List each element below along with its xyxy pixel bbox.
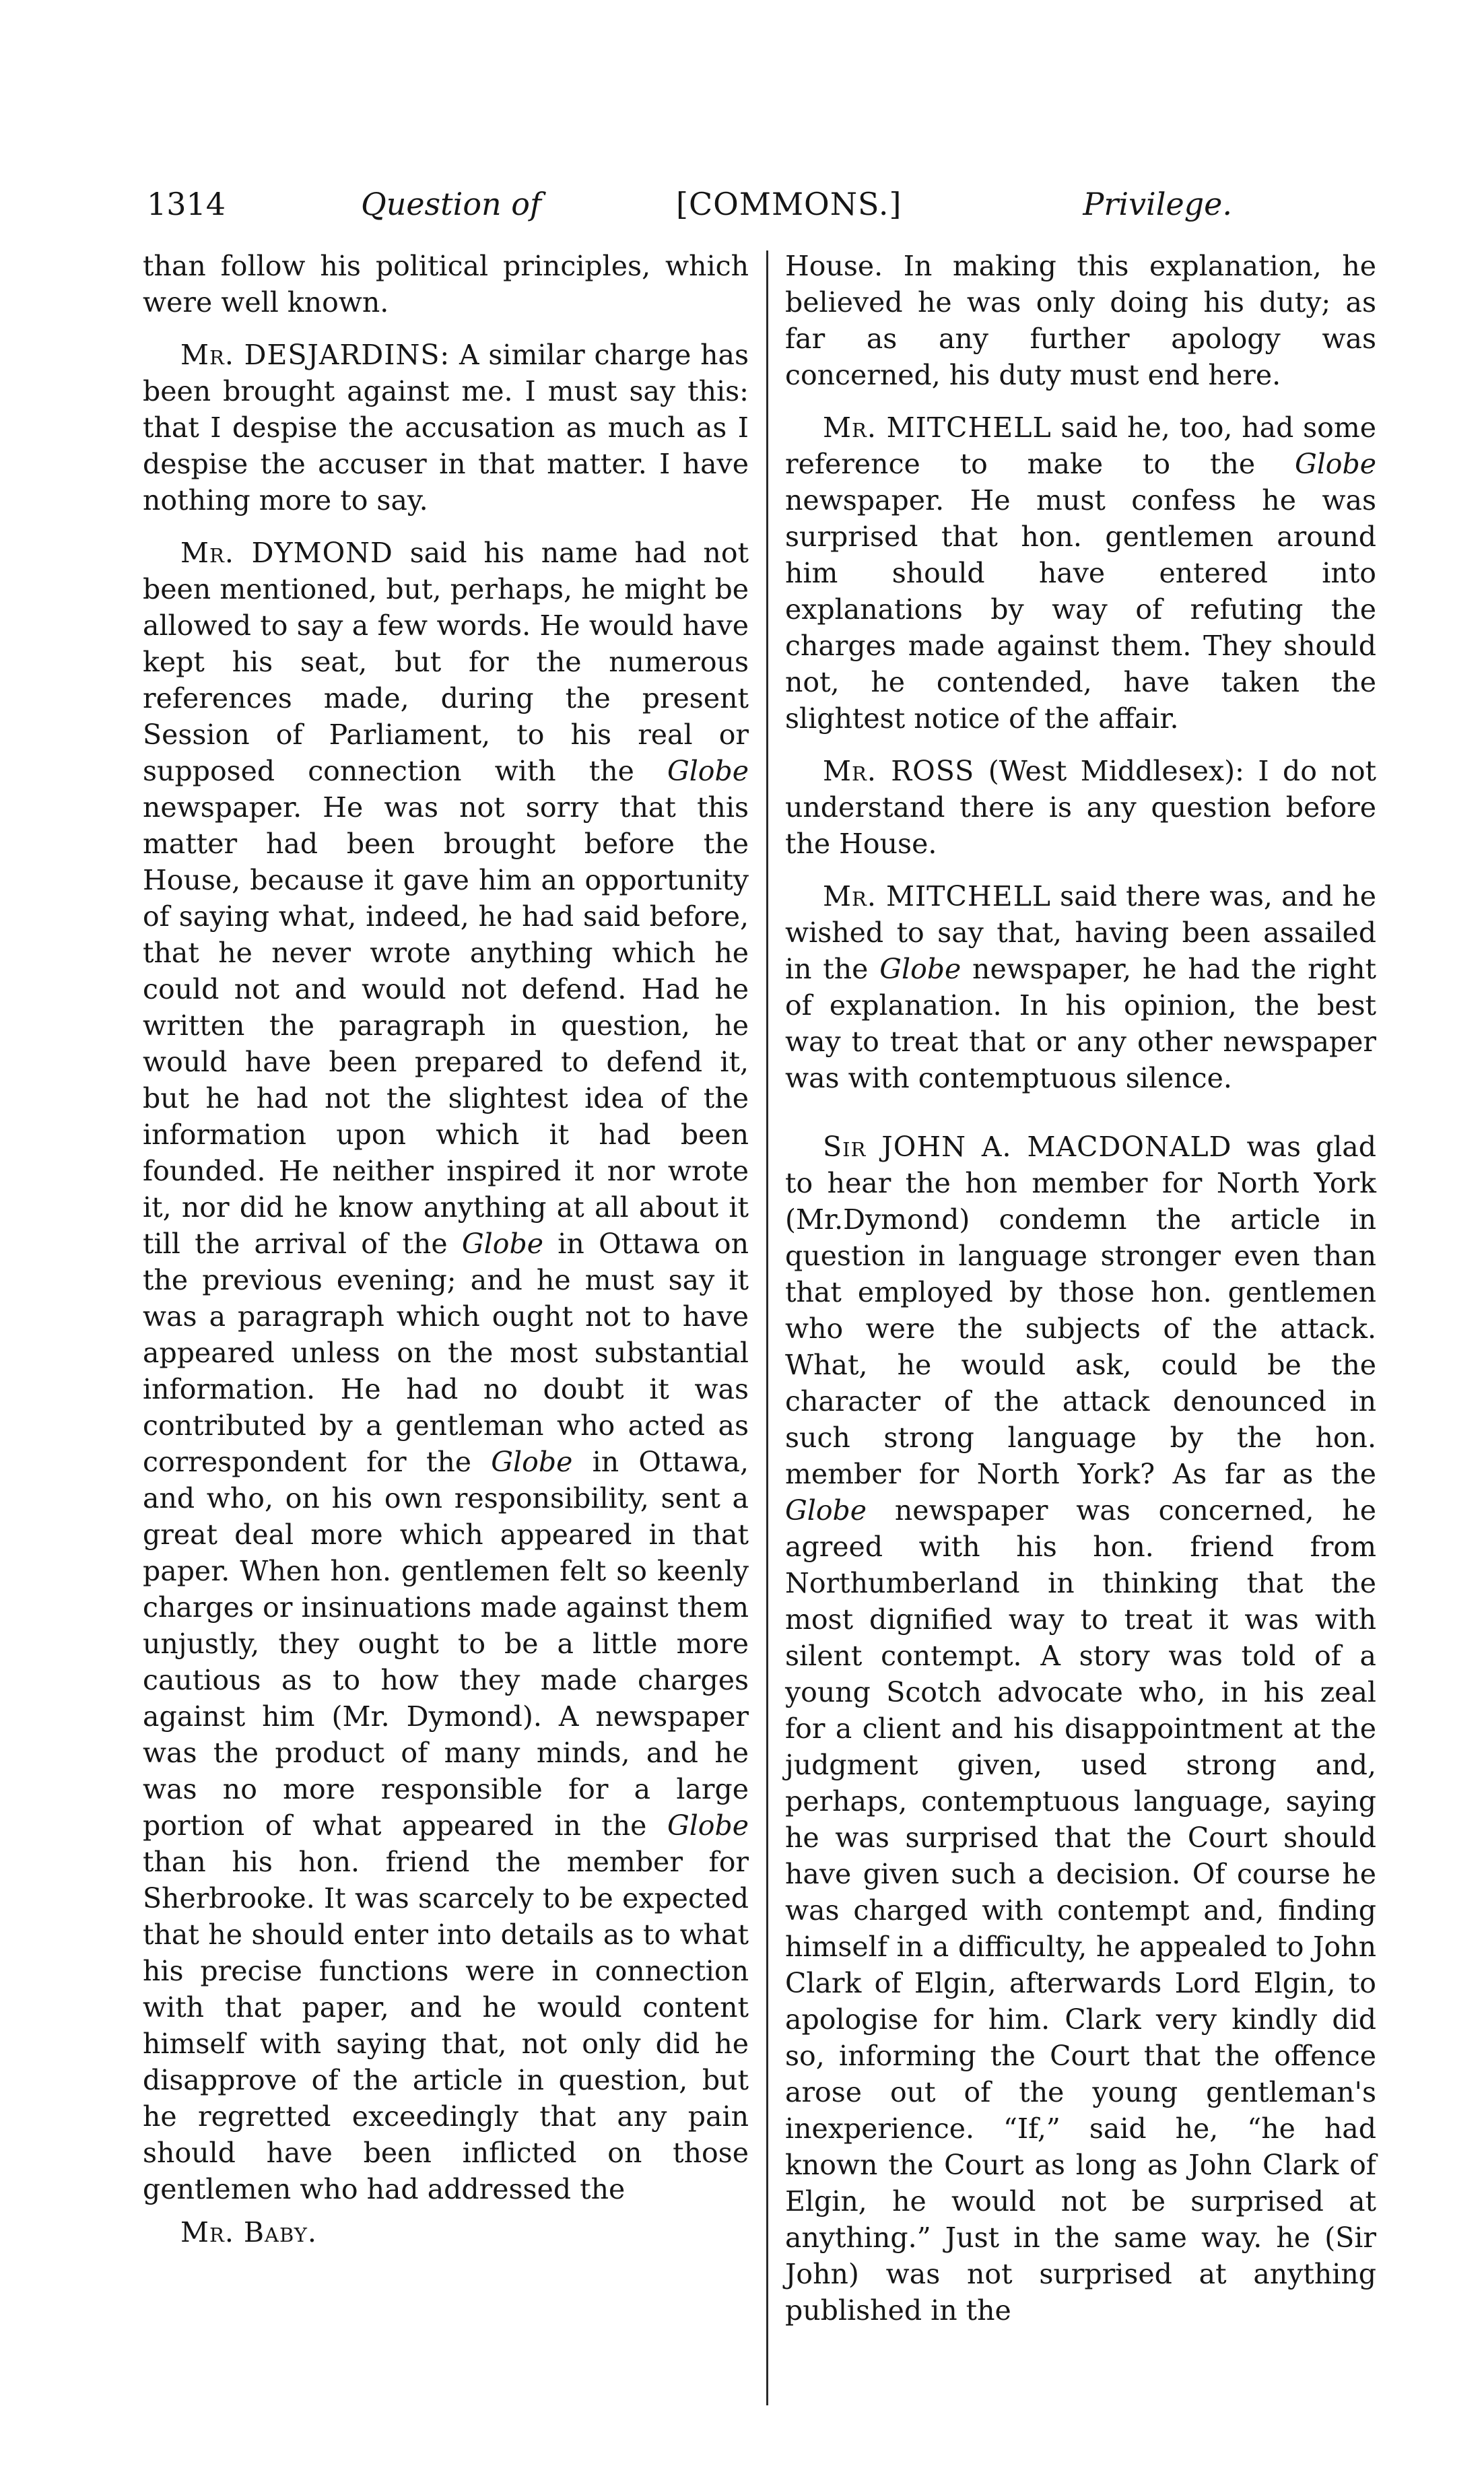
speech-text: said he, too, had some reference to make to the — [785, 411, 1376, 480]
paragraph-continuation: House. In making this explanation, he believed he was only doing his duty; as far as any further apology was concerned, his duty must end here. — [785, 250, 1376, 391]
speech-desjardins — [143, 337, 749, 519]
speech-text: newspaper was concerned, he agreed with his hon. friend from Northumberland in thinking that the most dignified way to treat it was with silent contempt. A story was told of a young Scotch advocate who, in his zeal for a client and his disappointment at the judgment given, used strong and, perhaps, contemptuous language, saying he was surprised that the Court should have given such a decision. Of course he was charged with contempt and, finding himself in a difficulty, he appealed to John Clark of Elgin, afterwards Lord Elgin, to apologise for him. Clark very kindly did so, informing the Court that the offence arose out of the young gentleman's inexperience. “If,” said he, “he had known the Court as long as John Clark of Elgin, he would not be surprised at anything.” Just in the same way. he (Sir John) was not surprised at anything published in the — [785, 1494, 1376, 2327]
speech-text: in Ottawa on the previous evening; and he must say it was a paragraph which ought not to have appeared unless on the most substantial information. He had no doubt it was contributed by a gentleman who acted as correspondent for the — [143, 1228, 749, 1478]
speech-text: newspaper. He must confess he was surprised that hon. gentlemen around him should have entered into explanations by way of refuting the charges made against them. They should not, he contended, have taken the slightest notice of the affair. — [785, 484, 1376, 735]
speech-mitchell-2 — [785, 878, 1376, 1096]
speaker-name: Mr. DESJARDINS: — [180, 339, 450, 371]
newspaper-title: Globe — [491, 1446, 573, 1478]
header-right-title: Privilege. — [1083, 186, 1232, 222]
newspaper-title: Globe — [667, 1809, 749, 1842]
speech-text: than his hon. friend the member for Sherbrooke. It was scarcely to be expected that he should enter into details as to what his precise functions were in connection with that paper, and he would content himself with saying that, not only did he disapprove of the article in question, but he regretted exceedingly that any pain should have been inflicted on those gentlemen who had addressed the — [143, 1846, 749, 2205]
speech-text: in Ottawa, and who, on his own responsibility, sent a great deal more which appeared in that paper. When hon. gentlemen felt so keenly charges or insinuations made against them unjustly, they ought to be a little more cautious as to how they made charges against him (Mr. Dymond). A newspaper was the product of many minds, and he was no more responsible for a large portion of what appeared in the — [143, 1446, 749, 1842]
speaker-name: Mr. DYMOND — [180, 537, 393, 569]
header-center-title: [COMMONS.] — [676, 186, 902, 222]
speech-ross — [785, 753, 1376, 862]
speech-text: newspaper, he had the right of explanation. In his opinion, the best way to treat that or any other newspaper was with contemptuous silence. — [785, 953, 1376, 1094]
speaker-name: Mr. ROSS — [823, 755, 975, 787]
speech-mitchell — [785, 409, 1376, 737]
newspaper-title: Globe — [461, 1228, 543, 1260]
paragraph-continuation: than follow his political principles, which were well known. — [143, 250, 749, 319]
page-number: 1314 — [147, 186, 226, 222]
speech-macdonald — [785, 1129, 1376, 2329]
speaker-name: Mr. Baby. — [180, 2216, 317, 2248]
speech-text: said his name had not been mentioned, but, perhaps, he might be allowed to say a few words. He would have kept his seat, but for the numerous references made, during the present Session of Parliament, to his real or supposed connection with the — [143, 537, 749, 787]
speech-text: A similar charge has been brought against me. I must say this: that I despise the accusation as much as I despise the accuser in that matter. I have nothing more to say. — [143, 339, 749, 516]
speech-dymond — [143, 535, 749, 2207]
header-left-title: Question of — [361, 186, 542, 222]
speech-text: said there was, and he wished to say that, having been assailed in the — [785, 880, 1376, 985]
speaker-name: Mr. MITCHELL — [823, 411, 1052, 444]
speech-text: (West Middlesex): I do not understand there is any question before the House. — [785, 755, 1376, 860]
newspaper-title: Globe — [879, 953, 962, 985]
newspaper-title: Globe — [667, 755, 749, 787]
newspaper-title: Globe — [785, 1494, 867, 1527]
newspaper-title: Globe — [1294, 448, 1376, 480]
speech-text: was glad to hear the hon member for North York (Mr.Dymond) condemn the article in question in language stronger even than that employed by those hon. gentlemen who were the subjects of the attack. What, he would ask, could be the character of the attack denounced in such strong language by the hon. member for North York? As far as the — [785, 1131, 1376, 1490]
running-head — [147, 180, 1232, 228]
left-column — [143, 248, 749, 2250]
speaker-name: Sir JOHN A. MACDONALD — [823, 1131, 1232, 1163]
speech-text: newspaper. He was not sorry that this matter had been brought before the House, because it gave him an opportunity of saying what, indeed, he had said before, that he never wrote anything which he could not and would not defend. Had he written the paragraph in question, he would have been prepared to defend it, but he had not the slightest idea of the information upon which it had been founded. He neither inspired it nor wrote it, nor did he know anything at all about it till the arrival of the — [143, 791, 749, 1260]
column-divider — [766, 251, 768, 2405]
speaker-attribution — [143, 2214, 749, 2250]
right-column — [785, 248, 1376, 2329]
speaker-name: Mr. MITCHELL — [823, 880, 1052, 912]
